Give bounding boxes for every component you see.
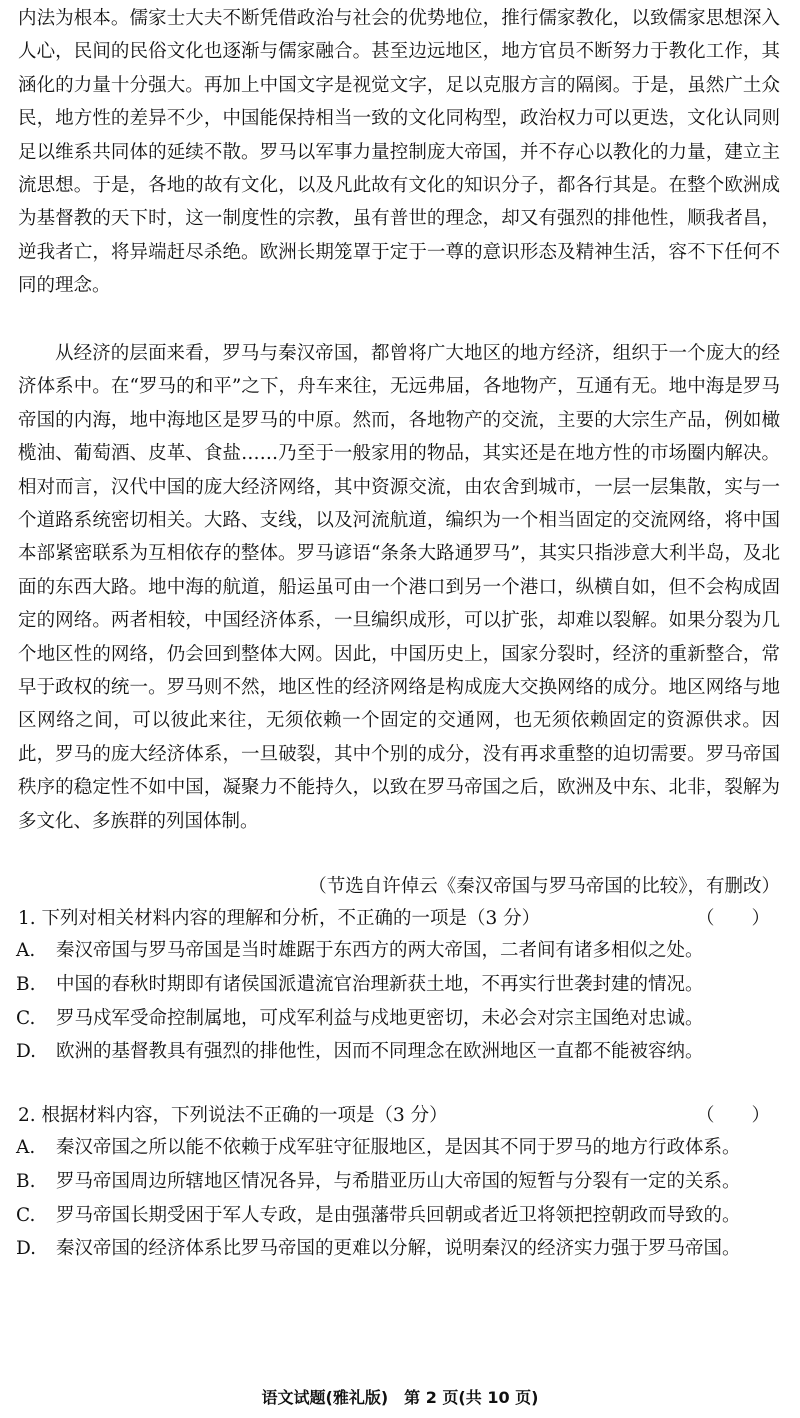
option-text: 中国的春秋时期即有诸侯国派遣流官治理新获土地，不再实行世袭封建的情况。	[56, 973, 704, 995]
question-2-option-c[interactable]	[18, 1199, 780, 1233]
question-1-stem	[18, 904, 780, 934]
option-label: B.	[16, 973, 36, 995]
question-2-answer-blank[interactable]: （ ）	[695, 1105, 770, 1126]
option-text: 秦汉帝国之所以能不依赖于戍军驻守征服地区，是因其不同于罗马的地方行政体系。	[56, 1137, 741, 1158]
question-1-answer-blank[interactable]: （ ）	[695, 908, 770, 929]
passage-paragraph-1: 内法为根本。儒家士大夫不断凭借政治与社会的优势地位，推行儒家教化，以致儒家思想深入人心，民间的民俗文化也逐渐与儒家融合。甚至边远地区，地方官员不断努力于教化工作，其涵化的力量十分强大。再加上中国文字是视觉文字，足以克服方言的隔阂。于是，虽然广土众民，地方性的差异不少，中国能保持相当一致的文化同构型，政治权力可以更迭，文化认同则足以维系共同体的延续不散。罗马以军事力量控制庞大帝国，并不存心以教化的力量，建立主流思想。于是，各地的故有文化，以及凡此故有文化的知识分子，都各行其是。在整个欧洲成为基督教的天下时，这一制度性的宗教，虽有普世的理念，却又有强烈的排他性，顺我者昌，逆我者亡，将异端赶尽杀绝。欧洲长期笼罩于定于一尊的意识形态及精神生活，容不下任何不同的理念。	[18, 8, 780, 297]
option-label: C.	[16, 1204, 36, 1226]
question-1-option-d[interactable]	[18, 1035, 780, 1069]
option-label: B.	[16, 1170, 36, 1192]
option-text: 罗马帝国周边所辖地区情况各异，与希腊亚历山大帝国的短暂与分裂有一定的关系。	[56, 1170, 741, 1192]
page-footer: 语文试题(雅礼版) 第 2 页(共 10 页)	[261, 1388, 539, 1407]
question-1-stem-text: 1. 下列对相关材料内容的理解和分析，不正确的一项是（3 分）	[18, 908, 541, 929]
option-label: A.	[16, 940, 36, 961]
question-1-option-c[interactable]	[18, 1002, 780, 1036]
question-2-option-b[interactable]	[18, 1165, 780, 1199]
question-2-stem-text: 2. 根据材料内容，下列说法不正确的一项是（3 分）	[18, 1105, 448, 1126]
question-2-stem	[18, 1101, 780, 1131]
option-text: 秦汉帝国的经济体系比罗马帝国的更难以分解，说明秦汉的经济实力强于罗马帝国。	[56, 1238, 741, 1260]
question-2	[18, 1101, 780, 1266]
option-label: D.	[16, 1238, 37, 1260]
option-text: 罗马戍军受命控制属地，可戍军利益与戍地更密切，未必会对宗主国绝对忠诚。	[56, 1007, 704, 1029]
option-label: A.	[16, 1137, 36, 1158]
passage-paragraph-2: 从经济的层面来看，罗马与秦汉帝国，都曾将广大地区的地方经济，组织于一个庞大的经济体系中。在“罗马的和平”之下，舟车来往，无远弗届，各地物产，互通有无。地中海是罗马帝国的内海，地中海地区是罗马的中原。然而，各地物产的交流，主要的大宗生产品，例如橄榄油、葡萄酒、皮革、食盐……乃至于一般家用的物品，其实还是在地方性的市场圈内解决。相对而言，汉代中国的庞大经济网络，其中资源交流，由农舍到城市，一层一层集散，实与一个道路系统密切相关。大路、支线，以及河流航道，编织为一个相当固定的交流网络，将中国本部紧密联系为互相依存的整体。罗马谚语“条条大路通罗马”，其实只指涉意大利半岛，及北面的东西大路。地中海的航道，船运虽可由一个港口到另一个港口，纵横自如，但不会构成固定的网络。两者相较，中国经济体系，一旦编织成形，可以扩张，却难以裂解。如果分裂为几个地区性的网络，仍会回到整体大网。因此，中国历史上，国家分裂时，经济的重新整合，常早于政权的统一。罗马则不然，地区性的经济网络是构成庞大交换网络的成分。地区网络与地区网络之间，可以彼此来往，无须依赖一个固定的交通网，也无须依赖固定的资源供求。因此，罗马的庞大经济体系，一旦破裂，其中个别的成分，没有再求重整的迫切需要。罗马帝国秩序的稳定性不如中国，凝聚力不能持久，以致在罗马帝国之后，欧洲及中东、北非，裂解为多文化、多族群的列国体制。	[18, 343, 780, 832]
question-2-option-a[interactable]	[18, 1131, 780, 1165]
question-1-option-a[interactable]	[18, 934, 780, 968]
question-1-option-b[interactable]	[18, 968, 780, 1002]
option-label: C.	[16, 1007, 36, 1029]
option-text: 罗马帝国长期受困于军人专政，是由强藩带兵回朝或者近卫将领把控朝政而导致的。	[56, 1204, 741, 1226]
question-2-option-d[interactable]	[18, 1232, 780, 1266]
passage-source-citation: （节选自许倬云《秦汉帝国与罗马帝国的比较》，有删改）	[308, 876, 780, 897]
option-label: D.	[16, 1041, 37, 1063]
question-1	[18, 904, 780, 1069]
option-text: 欧洲的基督教具有强烈的排他性，因而不同理念在欧洲地区一直都不能被容纳。	[56, 1041, 704, 1063]
option-text: 秦汉帝国与罗马帝国是当时雄踞于东西方的两大帝国，二者间有诸多相似之处。	[56, 940, 704, 961]
